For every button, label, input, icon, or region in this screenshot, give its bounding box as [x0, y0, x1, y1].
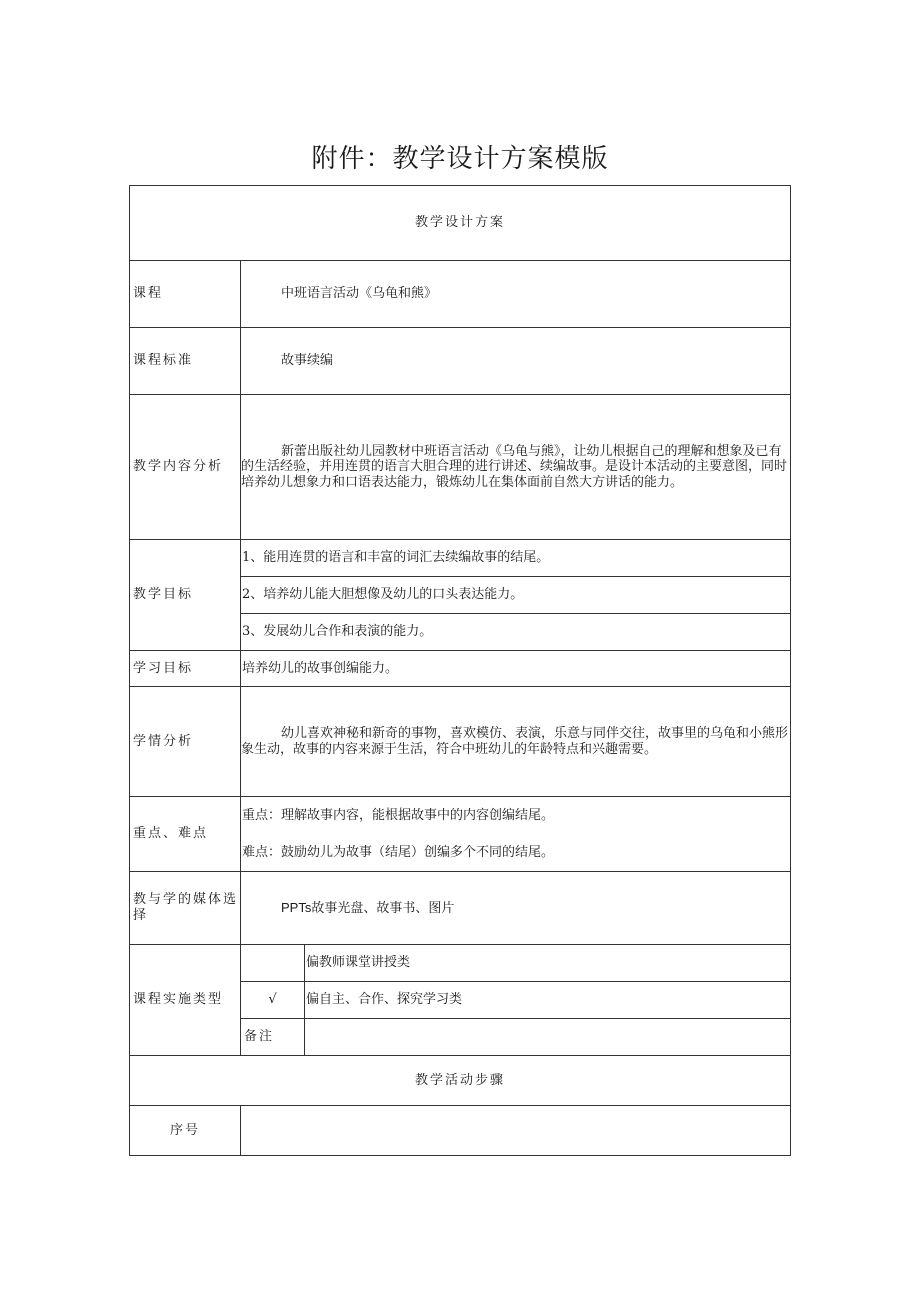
learner-analysis-cell — [241, 687, 791, 797]
teaching-goal-item: 2、培养幼儿能大胆想像及幼儿的口头表达能力。 — [241, 577, 791, 614]
learner-analysis-text: 幼儿喜欢神秘和新奇的事物，喜欢模仿、表演，乐意与同伴交往，故事里的乌龟和小熊形象生动，故事的内容来源于生活，符合中班幼儿的年龄特点和兴趣需要。 — [241, 725, 789, 757]
key-points-cell — [241, 797, 791, 872]
steps-title-row — [130, 1056, 791, 1106]
media-value: PPTs故事光盘、故事书、图片 — [241, 872, 791, 945]
course-type-option: 偏教师课堂讲授类 — [305, 945, 791, 982]
focus-text: 重点：理解故事内容，能根据故事中的内容创编结尾。 — [242, 808, 555, 823]
media-label: 教与学的媒体选择 — [130, 872, 241, 945]
course-value: 中班语言活动《乌龟和熊》 — [241, 261, 791, 328]
course-type-label: 课程实施类型 — [130, 945, 241, 1056]
course-type-check: √ — [241, 982, 305, 1019]
course-label: 课程 — [130, 261, 241, 328]
learning-goal-value: 培养幼儿的故事创编能力。 — [241, 651, 791, 687]
learner-analysis-row — [130, 687, 791, 797]
difficulty-text: 难点：鼓励幼儿为故事（结尾）创编多个不同的结尾。 — [242, 845, 555, 860]
learning-goal-label: 学习目标 — [130, 651, 241, 687]
content-analysis-label: 教学内容分析 — [130, 395, 241, 540]
course-type-row — [130, 945, 791, 982]
remark-value — [305, 1019, 791, 1056]
teaching-goal-item: 3、发展幼儿合作和表演的能力。 — [241, 614, 791, 651]
content-analysis-text: 新蕾出版社幼儿园教材中班语言活动《乌龟与熊》，让幼儿根据自己的理解和想象及已有的生活经验，并用连贯的语言大胆合理的进行讲述、续编故事。是设计本活动的主要意图，同时培养幼儿想象力和口语表达能力，锻炼幼儿在集体面前自然大方讲话的能力。 — [241, 443, 788, 490]
seq-row — [130, 1106, 791, 1156]
teaching-goal-row — [130, 540, 791, 577]
document-title: 附件：教学设计方案模版 — [311, 144, 609, 174]
teaching-goal-item: 1、能用连贯的语言和丰富的词汇去续编故事的结尾。 — [241, 540, 791, 577]
content-analysis-row — [130, 395, 791, 540]
steps-title: 教学活动步骤 — [130, 1056, 791, 1106]
content-analysis-cell — [241, 395, 791, 540]
teaching-goals-label: 教学目标 — [130, 540, 241, 651]
teaching-plan-table — [129, 185, 791, 1156]
standard-row — [130, 328, 791, 395]
course-type-check — [241, 945, 305, 982]
course-type-option: 偏自主、合作、探究学习类 — [305, 982, 791, 1019]
key-points-row — [130, 797, 791, 872]
seq-label: 序号 — [130, 1106, 241, 1156]
table-title: 教学设计方案 — [130, 186, 791, 261]
learner-analysis-label: 学情分析 — [130, 687, 241, 797]
media-row — [130, 872, 791, 945]
course-row — [130, 261, 791, 328]
learning-goal-row — [130, 651, 791, 687]
standard-value: 故事续编 — [241, 328, 791, 395]
remark-label: 备注 — [241, 1019, 305, 1056]
seq-value — [241, 1106, 791, 1156]
table-title-row — [130, 186, 791, 261]
key-points-label: 重点、难点 — [130, 797, 241, 872]
standard-label: 课程标准 — [130, 328, 241, 395]
